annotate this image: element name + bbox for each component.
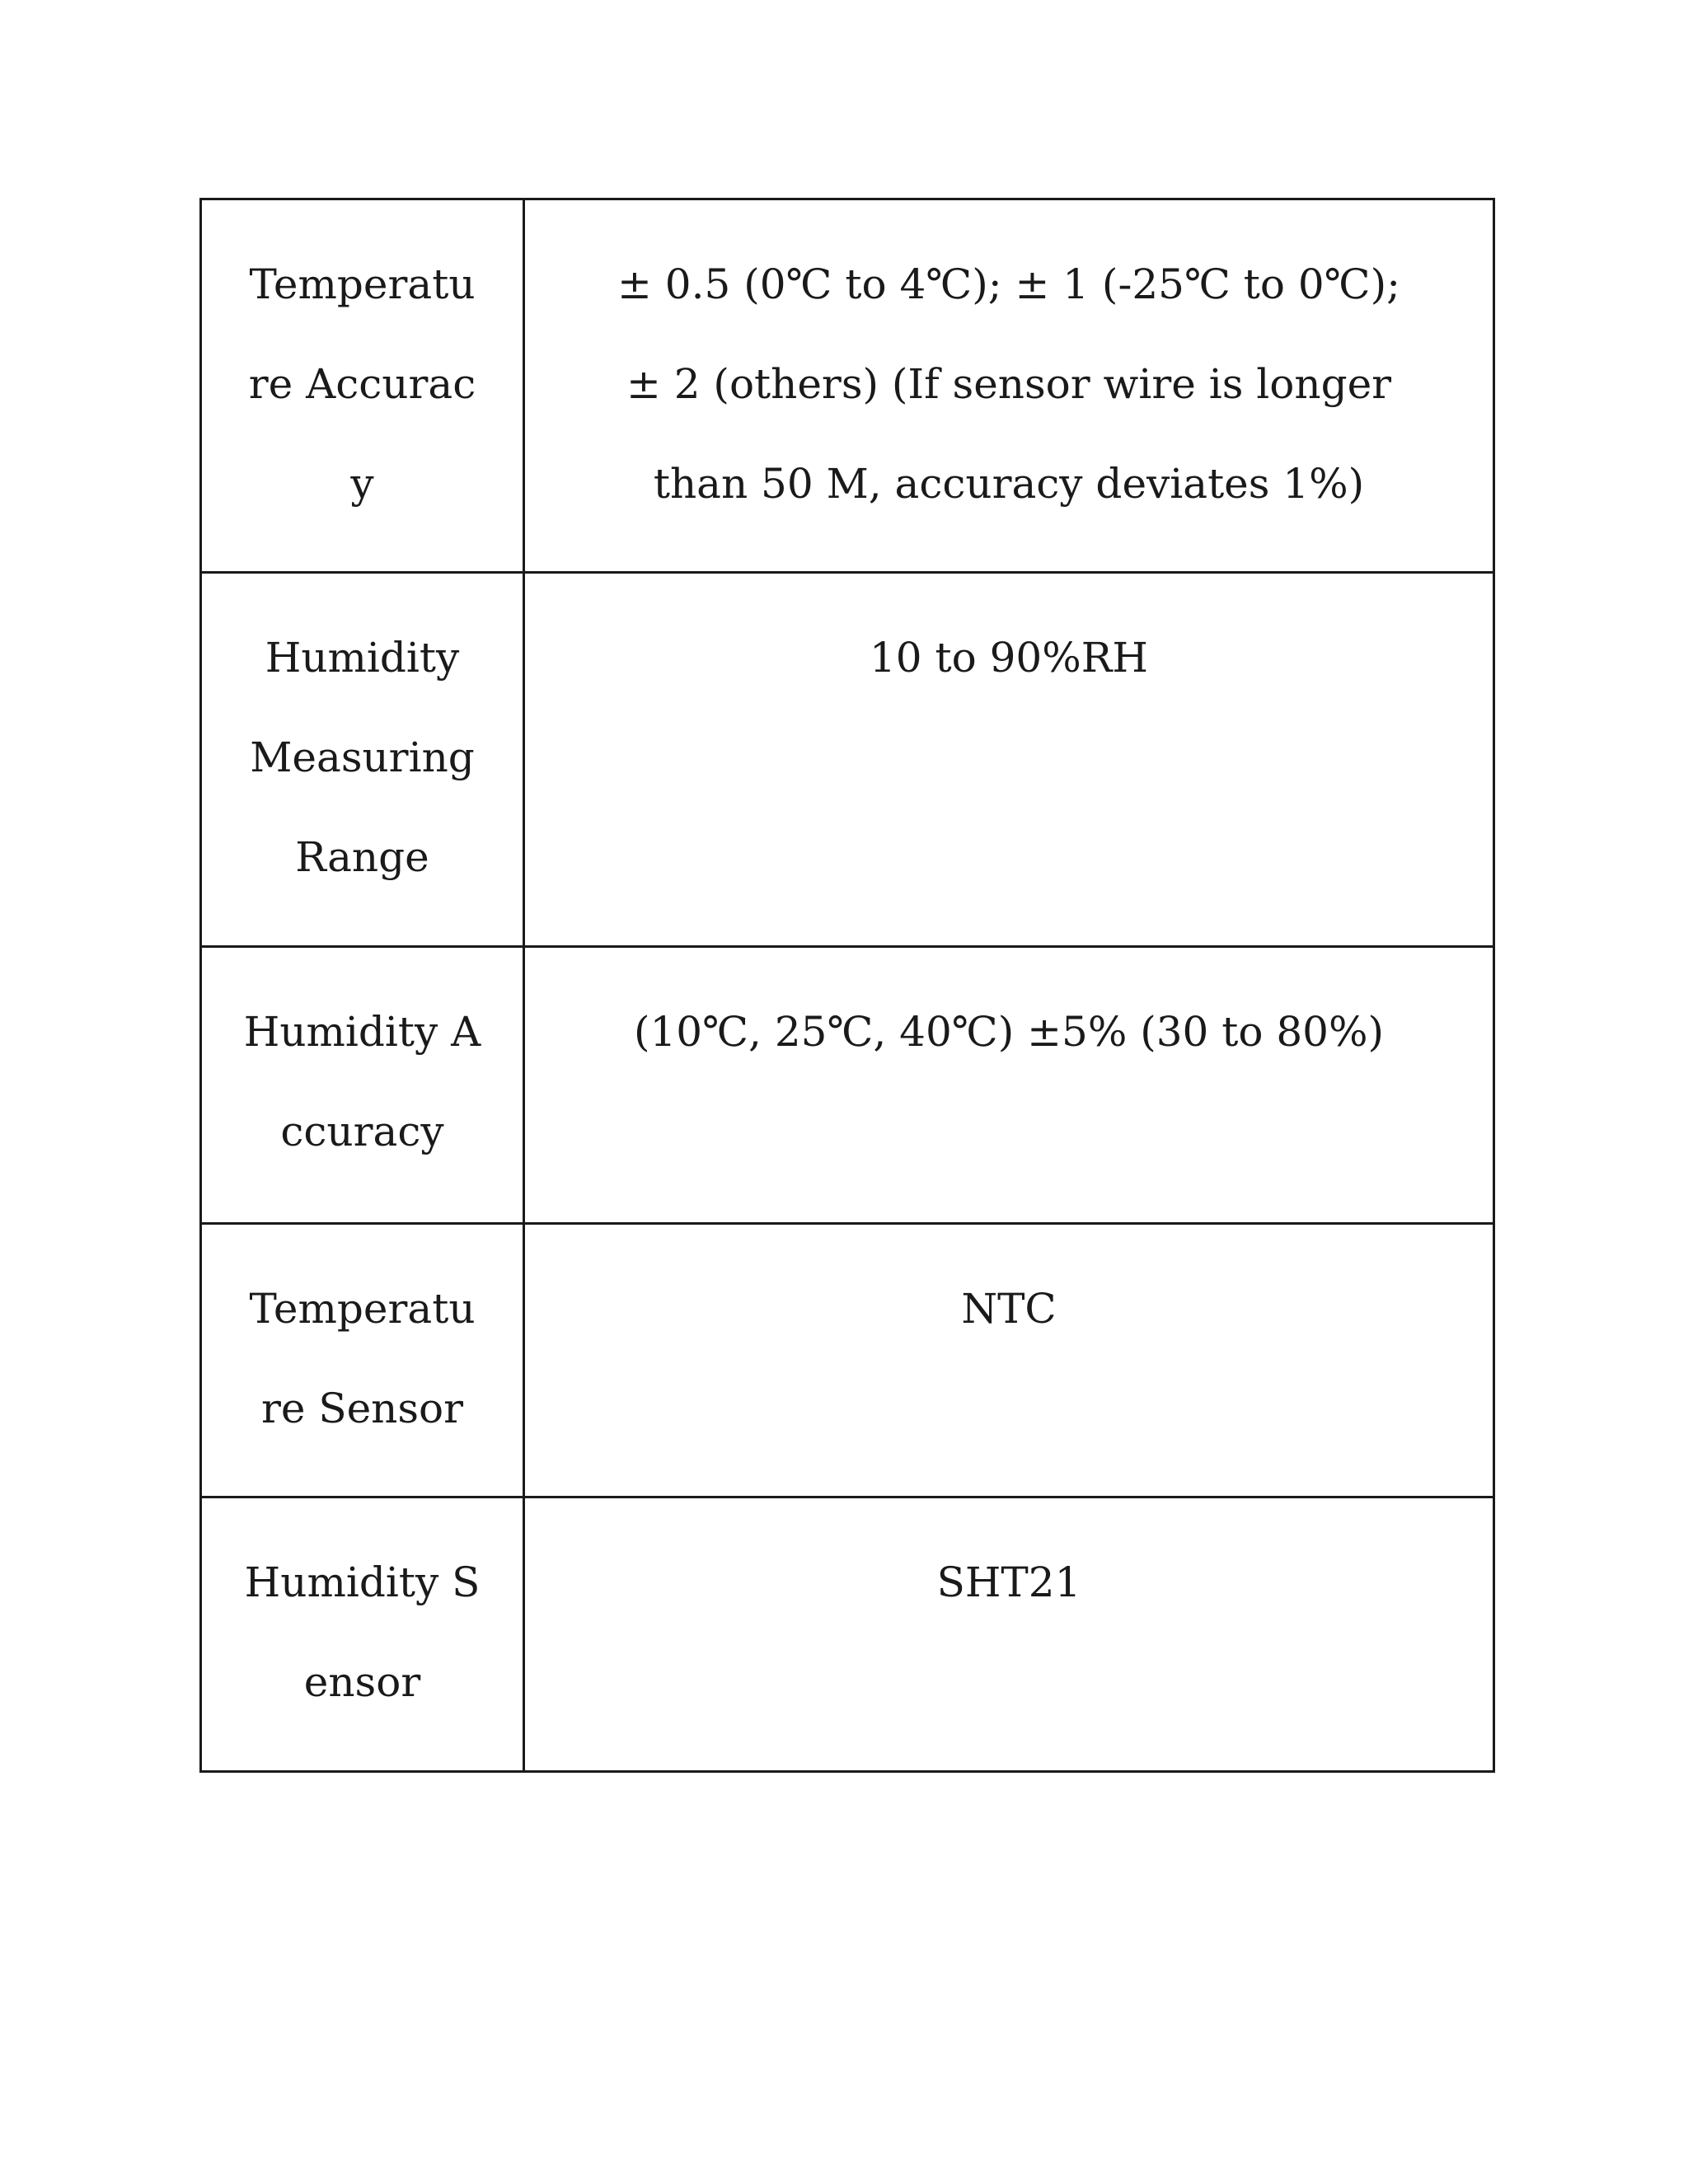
spec-value-humidity-measuring-range: 10 to 90%RH	[524, 573, 1494, 947]
spec-value-humidity-accuracy: (10℃, 25℃, 40℃) ±5% (30 to 80%)	[524, 947, 1494, 1224]
spec-label-humidity-measuring-range: Humidity Measuring Range	[201, 573, 524, 947]
table-row	[201, 573, 1494, 947]
table-row	[201, 947, 1494, 1224]
spec-label-temperature-sensor: Temperature Sensor	[201, 1224, 524, 1497]
spec-value-humidity-sensor: SHT21	[524, 1497, 1494, 1772]
spec-label-humidity-accuracy: Humidity Accuracy	[201, 947, 524, 1224]
spec-value-temperature-sensor: NTC	[524, 1224, 1494, 1497]
table-row	[201, 1497, 1494, 1772]
table-row	[201, 199, 1494, 573]
spec-label-humidity-sensor: Humidity Sensor	[201, 1497, 524, 1772]
table-row	[201, 1224, 1494, 1497]
specifications-table	[199, 198, 1495, 1773]
spec-label-temperature-accuracy: Temperature Accuracy	[201, 199, 524, 573]
spec-value-temperature-accuracy: ± 0.5 (0℃ to 4℃); ± 1 (-25℃ to 0℃); ± 2 (others) (If sensor wire is longer than 50 M, accuracy deviates 1%)	[524, 199, 1494, 573]
